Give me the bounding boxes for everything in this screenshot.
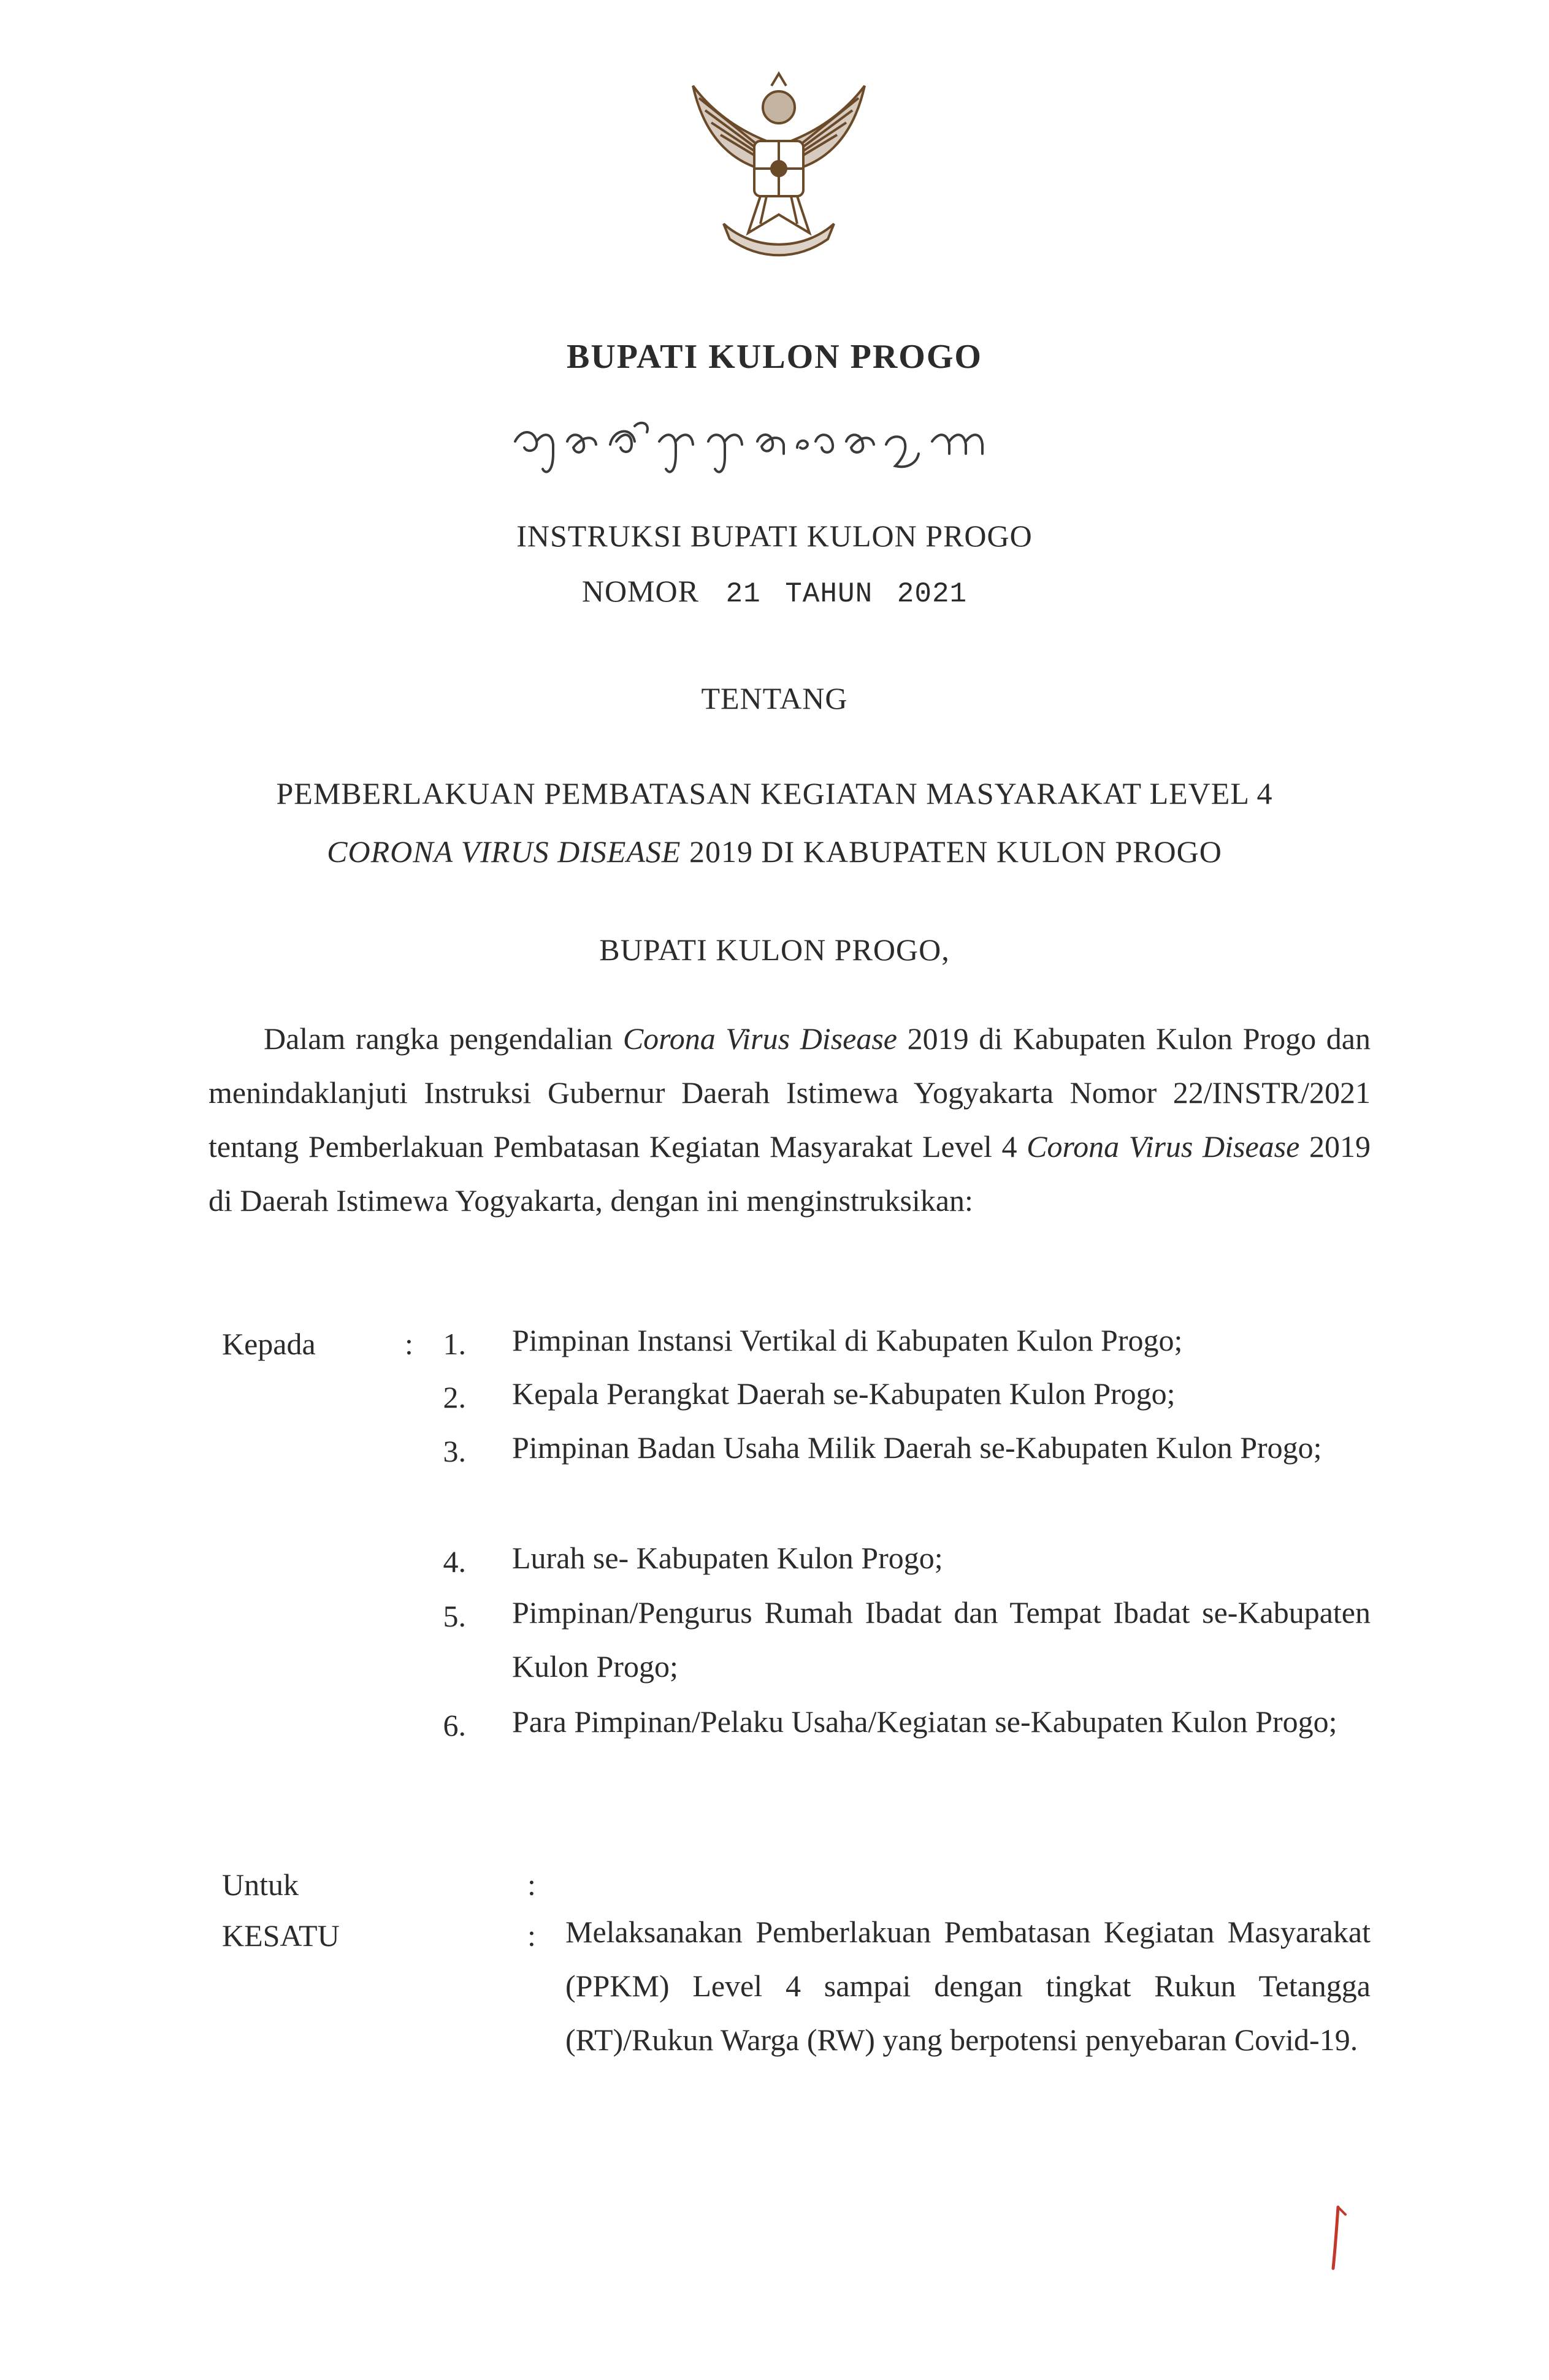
list-item-text: Pimpinan Instansi Vertikal di Kabupaten Kulon Progo; [512, 1323, 1183, 1357]
preamble-text-b: 2019 di Kabupaten Kulon Progo dan menindaklanjuti Instruksi Gubernur Daerah Istimewa Yogyakarta Nomor 22/INSTR/2021 tentang Pemberlakuan Pembatasan Kegiatan Masyarakat Level 4 [208, 1021, 1371, 1164]
kepada-colon: : [405, 1327, 413, 1361]
list-item-text: Kepala Perangkat Daerah se-Kabupaten Kulon Progo; [512, 1376, 1176, 1411]
untuk-label: Untuk [222, 1867, 299, 1902]
list-item-number: 1. [443, 1327, 466, 1361]
tahun-label: TAHUN [785, 578, 873, 610]
preamble-text-a: Dalam rangka pengendalian [264, 1021, 623, 1056]
list-item-number: 4. [443, 1544, 466, 1579]
list-item-number: 5. [443, 1599, 466, 1633]
initial-mark-icon [1325, 2201, 1349, 2275]
nomor-value: 21 [725, 578, 761, 610]
list-item-number: 6. [443, 1708, 466, 1742]
list-item-text: Para Pimpinan/Pelaku Usaha/Kegiatan se-Kabupaten Kulon Progo; [512, 1704, 1337, 1739]
subject-line-2-rest: 2019 DI KABUPATEN KULON PROGO [689, 834, 1222, 869]
nomor-label: NOMOR [581, 574, 699, 608]
kesatu-text: Melaksanakan Pemberlakuan Pembatasan Kegiatan Masyarakat (PPKM) Level 4 sampai dengan tingkat Rukun Tetangga (RT)/Rukun Warga (RW) yang berpotensi penyebaran Covid-19. [565, 1915, 1371, 2057]
list-item-text: Lurah se- Kabupaten Kulon Progo; [512, 1541, 943, 1575]
javanese-script-title-icon [509, 417, 1042, 484]
kesatu-colon: : [527, 1918, 536, 1953]
issuer-heading: BUPATI KULON PROGO, [599, 933, 950, 967]
official-title: BUPATI KULON PROGO [567, 338, 982, 376]
kepada-label: Kepada [222, 1327, 316, 1361]
document-type: INSTRUKSI BUPATI KULON PROGO [516, 519, 1033, 553]
subject-line-1: PEMBERLAKUAN PEMBATASAN KEGIATAN MASYARAKAT LEVEL 4 [276, 776, 1273, 810]
kesatu-label: KESATU [222, 1918, 340, 1953]
tahun-value: 2021 [897, 578, 968, 610]
preamble-text-c: 2019 di Daerah Istimewa Yogyakarta, dengan ini menginstruksikan: [208, 1129, 1371, 1218]
preamble-italic-1: Corona Virus Disease [622, 1021, 897, 1056]
subject-line-2-italic: CORONA VIRUS DISEASE [327, 834, 681, 869]
garuda-pancasila-emblem-icon [668, 49, 889, 270]
list-item-text: Pimpinan Badan Usaha Milik Daerah se-Kabupaten Kulon Progo; [512, 1430, 1322, 1465]
preamble-paragraph [208, 1012, 1371, 1227]
untuk-colon: : [527, 1867, 536, 1902]
list-item-number: 3. [443, 1434, 466, 1468]
preamble-italic-2: Corona Virus Disease [1027, 1129, 1300, 1164]
tentang-heading: TENTANG [701, 681, 848, 715]
list-item-number: 2. [443, 1380, 466, 1414]
list-item-text: Pimpinan/Pengurus Rumah Ibadat dan Tempat Ibadat se-Kabupaten Kulon Progo; [512, 1595, 1371, 1684]
